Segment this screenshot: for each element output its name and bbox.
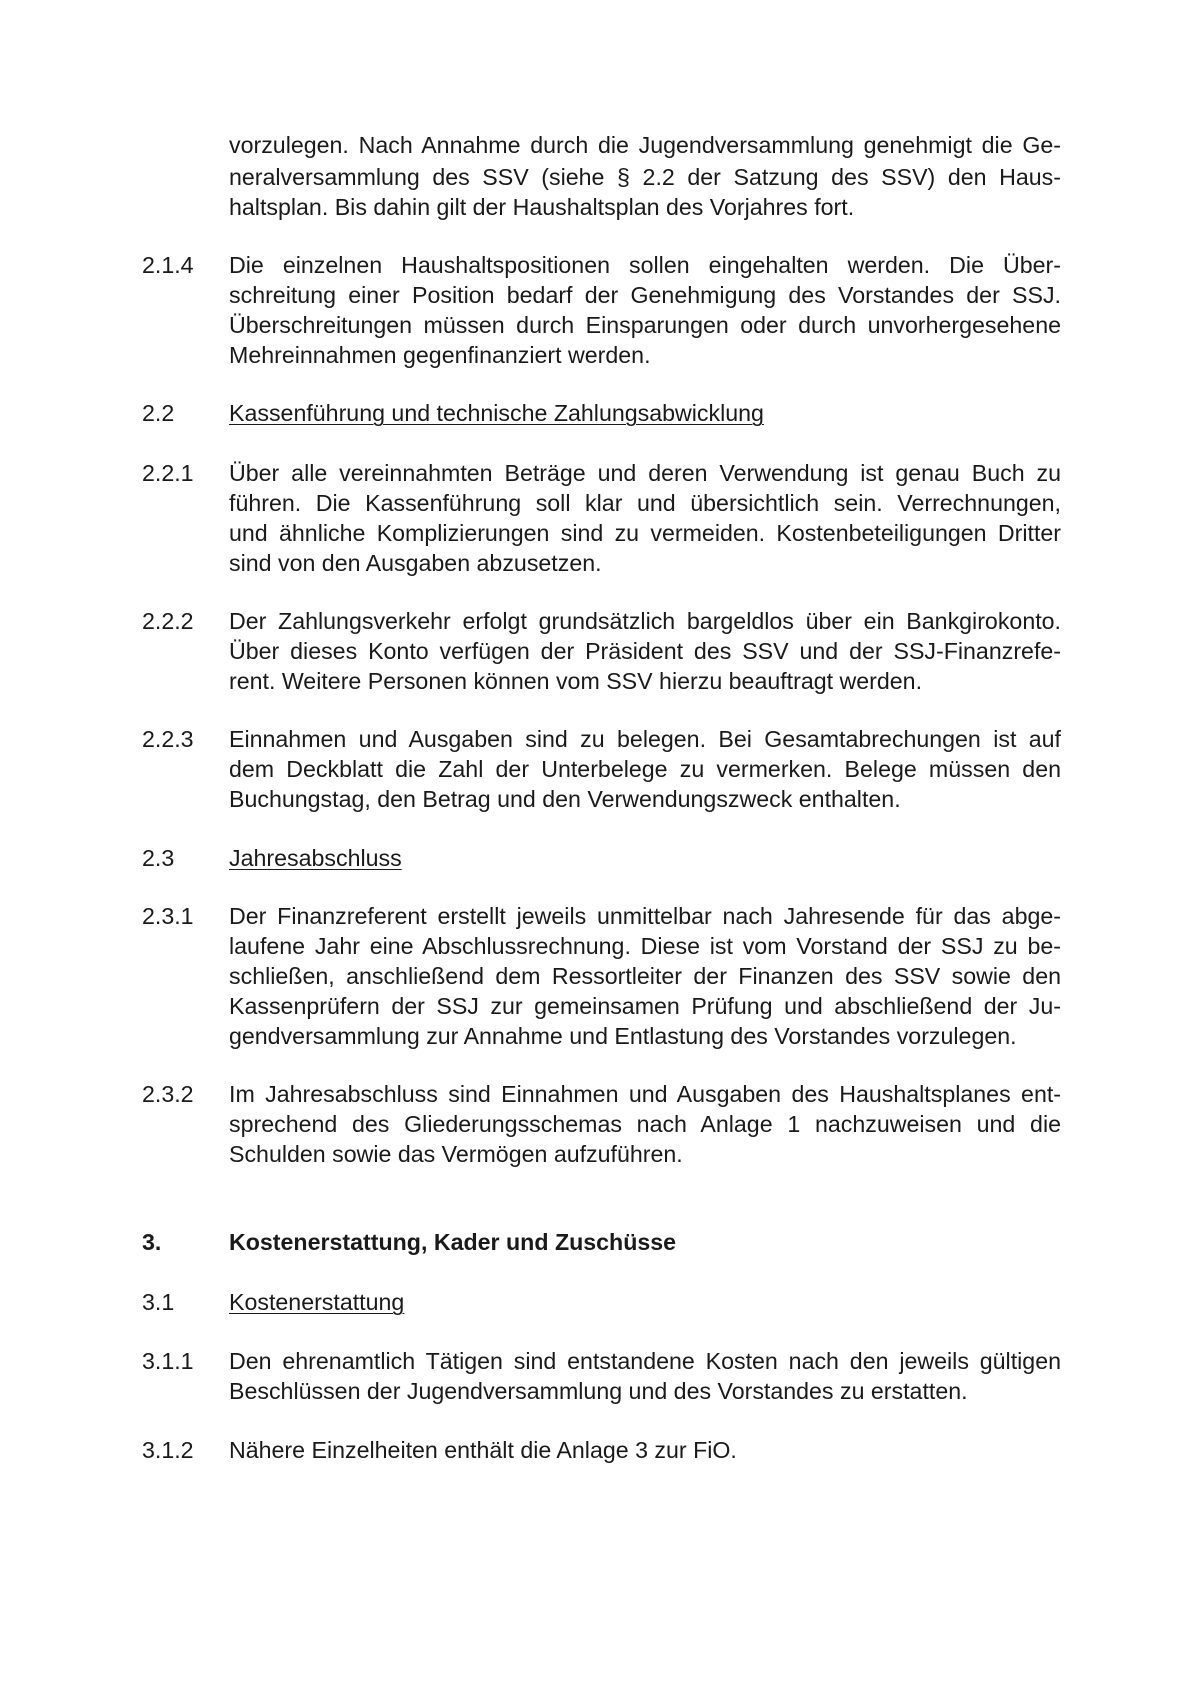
paragraph-line: gendversammlung zur Annahme und Entlastung des Vorstandes vorzulegen. [229,1023,1017,1049]
paragraph-line: Nähere Einzelheiten enthält die Anlage 3 zur FiO. [229,1437,737,1463]
section-heading: Jahresabschluss [229,845,402,871]
section-number: 2.3 [142,845,175,871]
section-number: 2.2.1 [142,460,194,486]
paragraph-line: neralversammlung des SSV (siehe § 2.2 der Satzung des SSV) den Haus- [229,164,1061,190]
paragraph-line: Mehreinnahmen gegenfinanziert werden. [229,342,651,368]
chapter-title: Kostenerstattung, Kader und Zuschüsse [229,1229,677,1255]
paragraph-line: Der Finanzreferent erstellt jeweils unmittelbar nach Jahresende für das abge- [229,903,1061,929]
paragraph-line: Schulden sowie das Vermögen aufzuführen. [229,1141,683,1167]
section-number: 3.1 [142,1289,175,1315]
paragraph-line: Buchungstag, den Betrag und den Verwendungszweck enthalten. [229,786,901,812]
paragraph-line: Über alle vereinnahmten Beträge und deren Verwendung ist genau Buch zu [229,460,1061,486]
paragraph-line: Beschlüssen der Jugendversammlung und des Vorstandes zu erstatten. [229,1378,968,1404]
section-number: 2.3.1 [142,903,194,929]
paragraph-line: schreitung einer Position bedarf der Genehmigung des Vorstandes der SSJ. [229,282,1061,308]
paragraph-line: Überschreitungen müssen durch Einsparungen oder durch unvorhergesehene [229,312,1061,338]
section-number: 3.1.2 [142,1437,194,1463]
paragraph-line: Einnahmen und Ausgaben sind zu belegen. Bei Gesamtabrechungen ist auf [229,726,1061,752]
paragraph-line: Der Zahlungsverkehr erfolgt grundsätzlich bargeldlos über ein Bankgirokonto. [229,608,1061,634]
paragraph-line: und ähnliche Komplizierungen sind zu vermeiden. Kostenbeteiligungen Dritter [229,520,1061,546]
paragraph-line: haltsplan. Bis dahin gilt der Haushaltsplan des Vorjahres fort. [229,194,855,220]
paragraph-line: Im Jahresabschluss sind Einnahmen und Ausgaben des Haushaltsplanes ent- [229,1081,1061,1107]
chapter-number: 3. [142,1229,162,1255]
section-number: 2.1.4 [142,252,194,278]
paragraph-line: sprechend des Gliederungsschemas nach Anlage 1 nachzuweisen und die [229,1111,1061,1137]
paragraph-line: führen. Die Kassenführung soll klar und übersichtlich sein. Verrechnungen, [229,490,1061,516]
section-number: 2.2.2 [142,608,194,634]
paragraph-line: schließen, anschließend dem Ressortleiter der Finanzen des SSV sowie den [229,963,1061,989]
paragraph-line: Kassenprüfern der SSJ zur gemeinsamen Prüfung und abschließend der Ju- [229,993,1061,1019]
paragraph-line: Die einzelnen Haushaltspositionen sollen eingehalten werden. Die Über- [229,252,1061,278]
section-heading: Kassenführung und technische Zahlungsabwicklung [229,400,764,426]
paragraph-line: sind von den Ausgaben abzusetzen. [229,550,602,576]
section-number: 3.1.1 [142,1348,194,1374]
paragraph-line: Über dieses Konto verfügen der Präsident des SSV und der SSJ-Finanzrefe- [229,638,1061,664]
paragraph-line: laufene Jahr eine Abschlussrechnung. Diese ist vom Vorstand der SSJ zu be- [229,933,1061,959]
section-number: 2.3.2 [142,1081,194,1107]
paragraph-line: dem Deckblatt die Zahl der Unterbelege zu vermerken. Belege müssen den [229,756,1061,782]
section-number: 2.2 [142,400,175,426]
paragraph-line: vorzulegen. Nach Annahme durch die Jugendversammlung genehmigt die Ge- [229,132,1061,158]
section-heading: Kostenerstattung [229,1289,405,1315]
paragraph-line: rent. Weitere Personen können vom SSV hierzu beauftragt werden. [229,668,923,694]
section-number: 2.2.3 [142,726,194,752]
paragraph-line: Den ehrenamtlich Tätigen sind entstandene Kosten nach den jeweils gültigen [229,1348,1061,1374]
